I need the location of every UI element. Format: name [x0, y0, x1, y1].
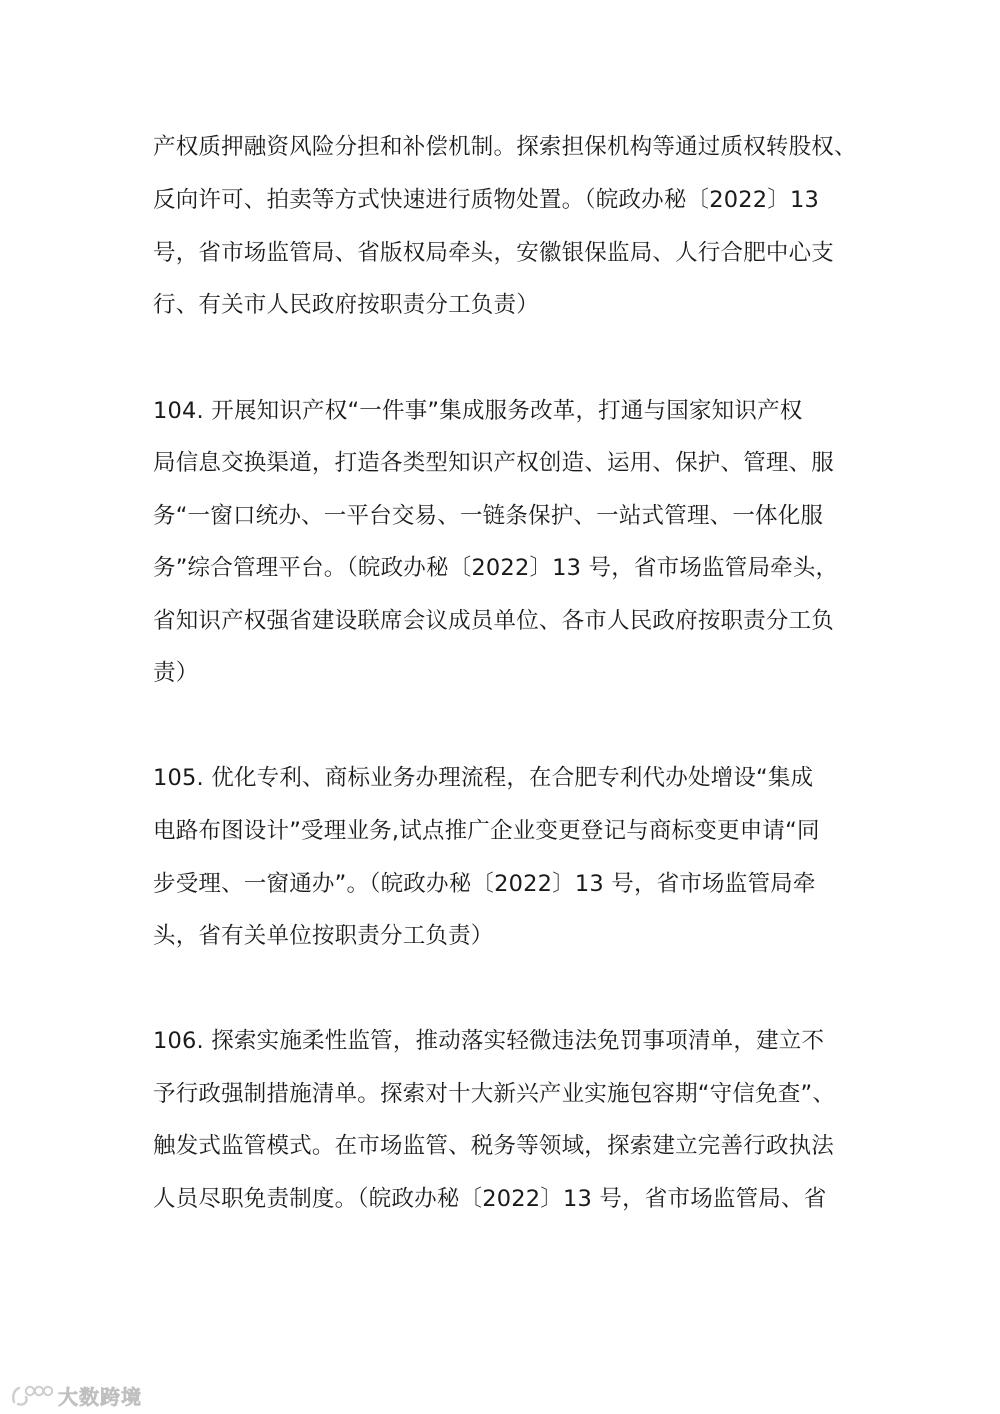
text-line: 电路布图设计”受理业务,试点推广企业变更登记与商标变更申请“同 [153, 818, 820, 844]
text-line: 产权质押融资风险分担和补偿机制。探索担保机构等通过质权转股权、 [153, 134, 857, 160]
text-line: 予行政强制措施清单。探索对十大新兴产业实施包容期“守信免查”、 [153, 1081, 836, 1107]
text-line: 局信息交换渠道，打造各类型知识产权创造、运用、保护、管理、服 [153, 450, 835, 476]
text-line: 反向许可、拍卖等方式快速进行质物处置。（皖政办秘〔2022〕13 [153, 187, 820, 213]
text-line: 触发式监管模式。在市场监管、税务等领域，探索建立完善行政执法 [153, 1133, 835, 1159]
text-line: 105. 优化专利、商标业务办理流程，在合肥专利代办处增设“集成 [153, 765, 814, 791]
text-line: 务“一窗口统办、一平台交易、一链条保护、一站式管理、一体化服 [153, 503, 824, 529]
text-line: 步受理、一窗通办”。（皖政办秘〔2022〕13 号，省市场监管局牵 [153, 871, 816, 897]
watermark [8, 1378, 142, 1412]
watermark-text: 大数跨境 [58, 1384, 142, 1409]
text-line: 106. 探索实施柔性监管，推动落实轻微违法免罚事项清单，建立不 [153, 1028, 825, 1054]
text-line: 务”综合管理平台。（皖政办秘〔2022〕13 号，省市场监管局牵头， [153, 555, 839, 581]
text-line: 省知识产权强省建设联席会议成员单位、各市人民政府按职责分工负 [153, 608, 835, 634]
brand-logo-icon [8, 1380, 54, 1410]
text-line: 行、有关市人民政府按职责分工负责） [153, 292, 539, 318]
text-line: 104. 开展知识产权“一件事”集成服务改革，打通与国家知识产权 [153, 398, 803, 424]
text-line: 责） [153, 660, 199, 686]
text-line: 号，省市场监管局、省版权局牵头，安徽银保监局、人行合肥中心支 [153, 240, 835, 266]
text-line: 人员尽职免责制度。（皖政办秘〔2022〕13 号，省市场监管局、省 [153, 1186, 827, 1212]
text-line: 头，省有关单位按职责分工负责） [153, 923, 494, 949]
